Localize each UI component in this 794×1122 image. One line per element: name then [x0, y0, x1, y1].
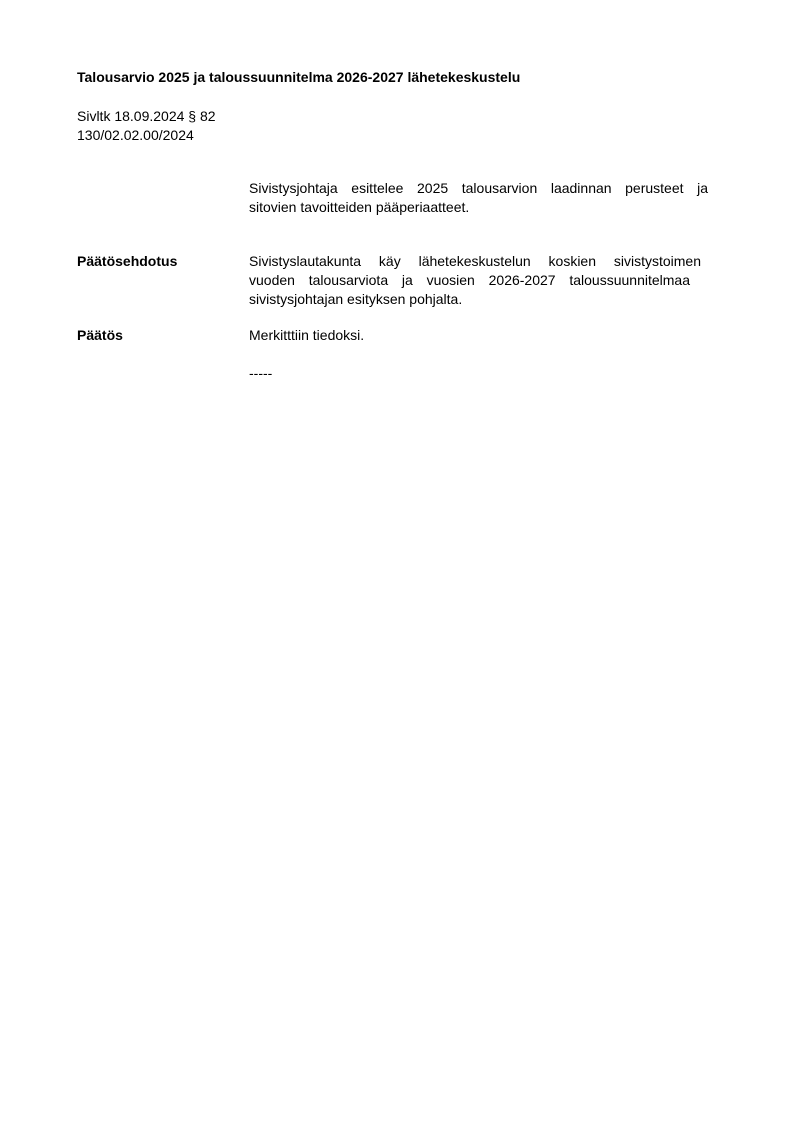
proposal-line: sivistysjohtajan esityksen pohjalta. — [249, 291, 463, 307]
meeting-reference: Sivltk 18.09.2024 § 82 — [77, 108, 216, 124]
decision-text — [249, 326, 708, 345]
proposal-text — [249, 252, 701, 309]
decision-label: Päätös — [77, 327, 123, 343]
document-title: Talousarvio 2025 ja taloussuunnitelma 2026-2027 lähetekeskustelu — [77, 69, 521, 85]
proposal-line: Sivistyslautakunta käy lähetekeskustelun koskien sivistystoimen — [249, 253, 701, 269]
proposal-label: Päätösehdotus — [77, 253, 178, 269]
intro-text — [249, 179, 708, 217]
intro-line: Sivistysjohtaja esittelee 2025 talousarvion laadinnan perusteet ja — [249, 180, 708, 196]
proposal-line: vuoden talousarviota ja vuosien 2026-2027 taloussuunnitelmaa — [249, 272, 690, 288]
record-id: 130/02.02.00/2024 — [77, 127, 194, 143]
end-marker: ----- — [249, 365, 273, 381]
document-meta — [77, 107, 216, 145]
decision-line: Merkitttiin tiedoksi. — [249, 327, 365, 343]
intro-line: sitovien tavoitteiden pääperiaatteet. — [249, 199, 470, 215]
